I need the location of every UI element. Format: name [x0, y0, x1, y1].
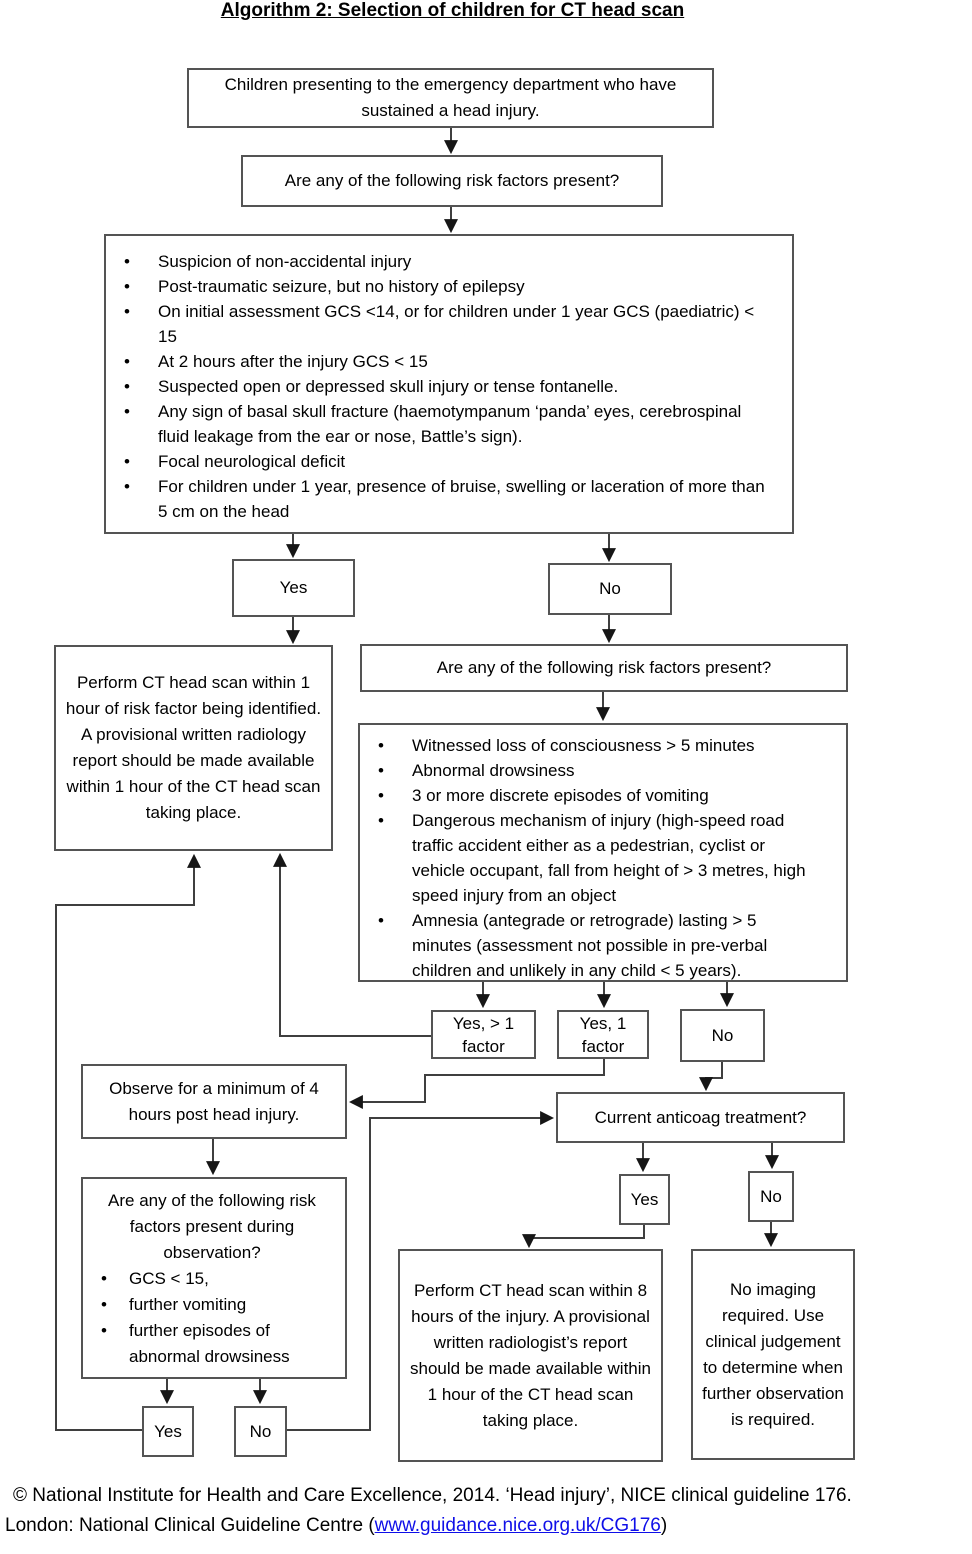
node-anticoag-question: Current anticoag treatment? — [556, 1092, 845, 1143]
node-yes-1-factor: Yes, 1 factor — [557, 1010, 649, 1059]
connector-no2-to-anticoag — [706, 1062, 722, 1089]
page-title: Algorithm 2: Selection of children for CT head scan — [220, 0, 685, 21]
risk-item: • Abnormal drowsiness — [360, 758, 818, 783]
node-risk-list-2 — [358, 723, 848, 982]
footer-citation-prefix: London: National Clinical Guideline Centre ( — [5, 1515, 375, 1536]
node-yes-3: Yes — [142, 1406, 194, 1457]
node-start: Children presenting to the emergency department who have sustained a head injury. — [187, 68, 714, 128]
node-question-observation-risks — [81, 1177, 347, 1379]
risk-list-2 — [360, 733, 818, 983]
connector-yes4-to-ct8 — [529, 1225, 644, 1246]
risk-item: • Any sign of basal skull fracture (haemotympanum ‘panda’ eyes, cerebrospinal fluid leakage from the ear or nose, Battle’s sign). — [106, 399, 768, 449]
node-yes-4: Yes — [619, 1174, 670, 1225]
risk-item: • Suspicion of non-accidental injury — [106, 249, 768, 274]
risk-list-1 — [106, 249, 768, 524]
node-question-risk-factors-2: Are any of the following risk factors present? — [360, 644, 848, 692]
node-question-risk-factors-1: Are any of the following risk factors present? — [241, 155, 663, 207]
node-no-1: No — [548, 563, 672, 615]
node-no-4: No — [748, 1171, 794, 1222]
risk-item: • For children under 1 year, presence of bruise, swelling or laceration of more than 5 cm on the head — [106, 474, 768, 524]
risk-item: • GCS < 15, — [83, 1266, 341, 1292]
node-ct-scan-8-hours: Perform CT head scan within 8 hours of the injury. A provisional written radiologist’s report should be made available within 1 hour of the CT head scan taking place. — [398, 1249, 663, 1462]
risk-item: • 3 or more discrete episodes of vomiting — [360, 783, 818, 808]
risk-item: • Witnessed loss of consciousness > 5 minutes — [360, 733, 818, 758]
risk-item: • At 2 hours after the injury GCS < 15 — [106, 349, 768, 374]
node-ct-scan-1-hour: Perform CT head scan within 1 hour of risk factor being identified. A provisional written radiology report should be made available within 1 hour of the CT head scan taking place. — [54, 645, 333, 851]
observation-risk-list — [83, 1266, 341, 1370]
risk-item: • further episodes of abnormal drowsiness — [83, 1318, 341, 1370]
node-no-imaging: No imaging required. Use clinical judgement to determine when further observation is required. — [691, 1249, 855, 1460]
risk-item: • Suspected open or depressed skull injury or tense fontanelle. — [106, 374, 768, 399]
node-no-2: No — [680, 1009, 765, 1062]
node-yes-1: Yes — [232, 559, 355, 617]
observation-question-text: Are any of the following risk factors present during observation? — [108, 1191, 316, 1262]
risk-item: • further vomiting — [83, 1292, 341, 1318]
node-risk-list-1 — [104, 234, 794, 534]
footer-copyright: © National Institute for Health and Care Excellence, 2014. ‘Head injury’, NICE clinical guideline 176. — [13, 1485, 852, 1506]
risk-item: • Amnesia (antegrade or retrograde) lasting > 5 minutes (assessment not possible in pre-verbal children and unlikely in any child < 5 years). — [360, 908, 818, 983]
footer-citation-suffix: ) — [660, 1515, 668, 1536]
node-no-3: No — [234, 1406, 287, 1457]
risk-item: • On initial assessment GCS <14, or for children under 1 year GCS (paediatric) < 15 — [106, 299, 768, 349]
node-yes-more-than-1-factor: Yes, > 1 factor — [431, 1010, 536, 1059]
risk-item: • Post-traumatic seizure, but no history of epilepsy — [106, 274, 768, 299]
risk-item: • Dangerous mechanism of injury (high-speed road traffic accident either as a pedestrian, cyclist or vehicle occupant, fall from height of > 3 metres, high speed injury from an object — [360, 808, 818, 908]
node-observe-4-hours: Observe for a minimum of 4 hours post head injury. — [81, 1064, 347, 1139]
guideline-link[interactable]: www.guidance.nice.org.uk/CG176 — [374, 1515, 661, 1536]
risk-item: • Focal neurological deficit — [106, 449, 768, 474]
footer-citation — [5, 1514, 667, 1538]
